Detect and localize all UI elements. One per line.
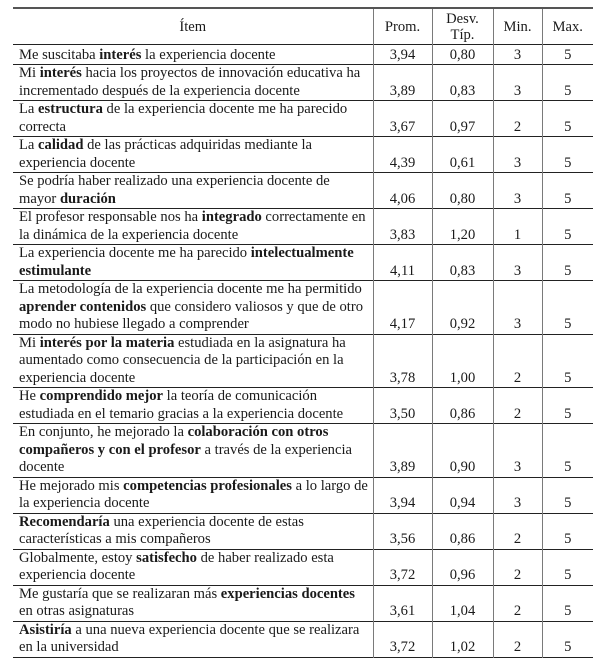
table-row — [13, 334, 593, 388]
item-text-emphasis: calidad — [38, 137, 84, 153]
item-text-emphasis: interés — [99, 46, 142, 63]
item-text — [13, 334, 373, 388]
table-row — [13, 424, 593, 478]
item-text-pre: La — [19, 101, 39, 117]
mean-value: 3,56 — [373, 513, 432, 549]
table-row — [13, 513, 593, 549]
item-text-post: la teoría de comunicación estudiada en el temario gracias a la experiencia docente — [19, 388, 344, 422]
min-value: 3 — [493, 424, 542, 478]
header-std-dev — [432, 8, 493, 45]
mean-value: 3,83 — [373, 209, 432, 245]
item-text-pre: La metodología de la experiencia docente me ha permitido — [19, 281, 362, 297]
item-text-emphasis: interés — [39, 65, 82, 81]
item-text-pre: La — [19, 137, 39, 153]
item-text-post: en otras asignaturas — [19, 603, 135, 619]
std-dev-value: 0,96 — [432, 549, 493, 585]
table-row — [13, 549, 593, 585]
header-item: Ítem — [179, 18, 207, 35]
table-row — [13, 45, 593, 65]
item-text — [13, 245, 373, 281]
std-dev-value: 0,80 — [432, 173, 493, 209]
mean-value: 4,17 — [373, 281, 432, 335]
min-value: 2 — [493, 585, 542, 621]
max-value: 5 — [542, 245, 593, 281]
item-text-post: estudiada en la asignatura ha aumentado como consecuencia de la participación en la experiencia docente — [19, 334, 346, 386]
max-value: 5 — [542, 334, 593, 388]
item-text-pre: Mi — [19, 334, 40, 351]
mean-value: 3,78 — [373, 334, 432, 388]
std-dev-value: 1,04 — [432, 585, 493, 621]
item-text-emphasis: integrado — [201, 209, 262, 225]
max-value: 5 — [542, 173, 593, 209]
item-text — [13, 173, 373, 209]
max-value: 5 — [542, 621, 593, 657]
table-row — [13, 245, 593, 281]
table-row — [13, 281, 593, 335]
mean-value: 3,94 — [373, 45, 432, 65]
item-text-emphasis: satisfecho — [136, 549, 197, 566]
max-value: 5 — [542, 137, 593, 173]
min-value: 3 — [493, 245, 542, 281]
max-value: 5 — [542, 424, 593, 478]
max-value: 5 — [542, 585, 593, 621]
item-text-emphasis: aprender contenidos — [19, 298, 147, 315]
item-text-emphasis: intelectualmente estimulante — [19, 245, 354, 279]
min-value: 2 — [493, 101, 542, 137]
std-dev-value: 0,83 — [432, 65, 493, 101]
mean-value: 3,61 — [373, 585, 432, 621]
results-table — [13, 7, 593, 658]
item-text-post: hacia los proyectos de innovación educativa ha incrementado después de la experiencia docente — [19, 65, 361, 99]
max-value: 5 — [542, 549, 593, 585]
item-text-pre: Se podría haber realizado una experiencia docente de mayor — [19, 173, 330, 207]
item-text-emphasis: comprendido mejor — [39, 388, 164, 404]
std-dev-value: 1,20 — [432, 209, 493, 245]
table-row — [13, 137, 593, 173]
table-row — [13, 585, 593, 621]
item-text-post: que considero valiosos y que de otro modo no hubiese llegado a comprender — [19, 298, 364, 332]
item-text-post: de haber realizado esta experiencia docente — [19, 549, 334, 583]
std-dev-value: 0,94 — [432, 477, 493, 513]
item-text-post: correctamente en la dinámica de la experiencia docente — [19, 209, 366, 243]
item-text-emphasis: Asistiría — [19, 621, 72, 638]
mean-value: 4,39 — [373, 137, 432, 173]
header-max: Max. — [542, 8, 593, 45]
std-dev-value: 0,90 — [432, 424, 493, 478]
min-value: 3 — [493, 477, 542, 513]
max-value: 5 — [542, 101, 593, 137]
item-text-pre: La experiencia docente me ha parecido — [19, 245, 251, 261]
std-dev-value: 0,86 — [432, 388, 493, 424]
std-dev-value: 1,02 — [432, 621, 493, 657]
item-text-post: a una nueva experiencia docente que se realizara en la universidad — [19, 621, 360, 655]
item-text — [13, 477, 373, 513]
table-row — [13, 621, 593, 657]
header-std-dev-line1: Desv. — [446, 10, 479, 27]
item-text-emphasis: competencias profesionales — [123, 477, 292, 494]
table-header-row — [13, 8, 593, 45]
max-value: 5 — [542, 209, 593, 245]
item-text-emphasis: colaboración con otros compañeros y con el profesor — [19, 424, 329, 458]
item-text — [13, 621, 373, 657]
min-value: 3 — [493, 65, 542, 101]
std-dev-value: 0,92 — [432, 281, 493, 335]
table-row — [13, 173, 593, 209]
table-row — [13, 209, 593, 245]
item-text — [13, 388, 373, 424]
header-std-dev-line2: Típ. — [450, 26, 475, 43]
mean-value: 3,89 — [373, 65, 432, 101]
item-text — [13, 65, 373, 101]
max-value: 5 — [542, 513, 593, 549]
min-value: 2 — [493, 549, 542, 585]
min-value: 2 — [493, 334, 542, 388]
item-text-pre: He — [19, 388, 40, 404]
mean-value: 3,67 — [373, 101, 432, 137]
mean-value: 3,94 — [373, 477, 432, 513]
item-text-pre: Globalmente, estoy — [19, 549, 137, 566]
item-text — [13, 549, 373, 585]
std-dev-value: 0,97 — [432, 101, 493, 137]
item-text — [13, 281, 373, 335]
item-text-pre: Me gustaría que se realizaran más — [19, 585, 221, 602]
min-value: 2 — [493, 621, 542, 657]
item-text-emphasis: experiencias docentes — [220, 585, 355, 602]
min-value: 3 — [493, 281, 542, 335]
mean-value: 3,50 — [373, 388, 432, 424]
mean-value: 4,06 — [373, 173, 432, 209]
max-value: 5 — [542, 388, 593, 424]
header-min: Min. — [493, 8, 542, 45]
table-row — [13, 65, 593, 101]
item-text-post: a través de la experiencia docente — [19, 441, 352, 475]
item-text-post: a lo largo de la experiencia docente — [19, 477, 368, 511]
item-text — [13, 585, 373, 621]
item-text-post: la experiencia docente — [141, 46, 276, 63]
std-dev-value: 0,80 — [432, 45, 493, 65]
min-value: 2 — [493, 388, 542, 424]
std-dev-value: 0,61 — [432, 137, 493, 173]
std-dev-value: 1,00 — [432, 334, 493, 388]
min-value: 3 — [493, 173, 542, 209]
min-value: 1 — [493, 209, 542, 245]
item-text — [13, 424, 373, 478]
max-value: 5 — [542, 65, 593, 101]
item-text-post: una experiencia docente de estas características a mis compañeros — [19, 513, 304, 547]
table-row — [13, 388, 593, 424]
item-text — [13, 45, 373, 65]
table-row — [13, 477, 593, 513]
mean-value: 3,72 — [373, 621, 432, 657]
item-text-emphasis: interés por la materia — [39, 334, 175, 351]
item-text-pre: El profesor responsable nos ha — [19, 209, 202, 225]
mean-value: 3,72 — [373, 549, 432, 585]
item-text-post: de las prácticas adquiridas mediante la experiencia docente — [19, 137, 313, 171]
item-text — [13, 513, 373, 549]
item-text — [13, 209, 373, 245]
std-dev-value: 0,83 — [432, 245, 493, 281]
item-text-pre: En conjunto, he mejorado la — [19, 424, 188, 440]
mean-value: 4,11 — [373, 245, 432, 281]
item-text-emphasis: Recomendaría — [19, 513, 110, 530]
item-text-post: de la experiencia docente me ha parecido correcta — [19, 101, 348, 135]
min-value: 2 — [493, 513, 542, 549]
min-value: 3 — [493, 137, 542, 173]
item-text — [13, 101, 373, 137]
max-value: 5 — [542, 281, 593, 335]
item-text-pre: He mejorado mis — [19, 477, 124, 494]
max-value: 5 — [542, 477, 593, 513]
max-value: 5 — [542, 45, 593, 65]
item-text — [13, 137, 373, 173]
table-row — [13, 101, 593, 137]
item-text-emphasis: duración — [59, 190, 116, 207]
item-text-pre: Mi — [19, 65, 40, 81]
item-text-pre: Me suscitaba — [19, 46, 100, 63]
mean-value: 3,89 — [373, 424, 432, 478]
std-dev-value: 0,86 — [432, 513, 493, 549]
header-mean: Prom. — [373, 8, 432, 45]
item-text-emphasis: estructura — [38, 101, 103, 117]
min-value: 3 — [493, 45, 542, 65]
